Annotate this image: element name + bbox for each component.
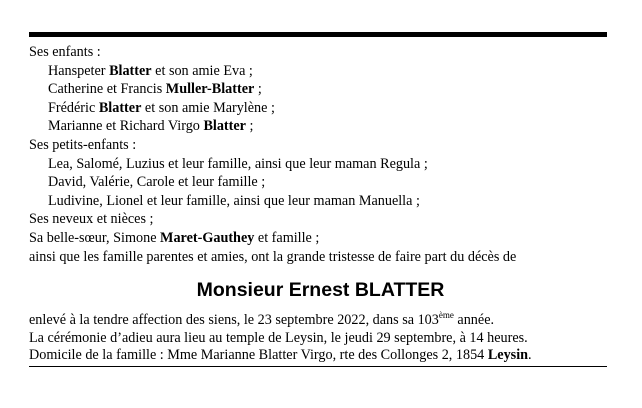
top-rule — [29, 32, 607, 37]
child-surname: Blatter — [109, 62, 152, 79]
grandchild-line: Ludivine, Lionel et leur famille, ainsi que leur maman Manuella ; — [48, 192, 420, 209]
intro-line: ainsi que les famille parentes et amies, ont la grande tristesse de faire part du décès de — [29, 248, 517, 265]
ordinal-suffix: ème — [438, 310, 454, 321]
child-name: Catherine et Francis — [48, 81, 166, 98]
child-surname: Muller-Blatter — [165, 81, 255, 98]
child-suffix: ; — [245, 118, 254, 135]
grandchild-line: David, Valérie, Carole et leur famille ; — [48, 174, 266, 191]
death-notice — [29, 32, 607, 367]
child-line — [29, 99, 607, 118]
nephews-line: Ses neveux et nièces ; — [29, 211, 154, 228]
death-line-text: enlevé à la tendre affection des siens, le 23 septembre 2022, dans sa 103 — [29, 312, 439, 329]
child-suffix: et son amie Eva ; — [151, 62, 253, 79]
domicile-town: Leysin — [487, 347, 529, 364]
child-line — [29, 117, 607, 136]
grandchild-line: Lea, Salomé, Luzius et leur famille, ainsi que leur maman Regula ; — [48, 155, 428, 172]
child-line — [29, 62, 607, 81]
death-line-end: année. — [453, 312, 495, 329]
family-list — [29, 43, 607, 266]
sister-in-law-line — [29, 229, 607, 248]
deceased-name: Monsieur Ernest BLATTER — [196, 279, 445, 302]
closing-text — [29, 312, 607, 365]
child-surname: Blatter — [203, 118, 246, 135]
child-surname: Blatter — [98, 99, 142, 116]
sister-in-law-surname: Maret-Gauthey — [160, 229, 255, 246]
grandchildren-heading: Ses petits-enfants : — [29, 136, 137, 153]
domicile-line — [29, 347, 607, 365]
ceremony-line: La cérémonie d’adieu aura lieu au temple de Leysin, le jeudi 29 septembre, à 14 heures. — [29, 329, 528, 346]
child-name: Hanspeter — [48, 62, 110, 79]
child-suffix: ; — [254, 81, 262, 98]
death-line — [29, 312, 607, 330]
child-name: Frédéric — [48, 99, 99, 116]
child-name: Marianne et Richard Virgo — [48, 118, 204, 135]
child-line — [29, 80, 607, 99]
bottom-rule — [29, 366, 607, 368]
domicile-text: Domicile de la famille : Mme Marianne Blatter Virgo, rte des Collonges 2, 1854 — [29, 347, 488, 364]
child-suffix: et son amie Marylène ; — [141, 99, 275, 116]
children-heading: Ses enfants : — [29, 44, 101, 60]
sister-in-law-name: Sa belle-sœur, Simone — [29, 229, 161, 246]
domicile-end: . — [528, 347, 532, 364]
sister-in-law-suffix: et famille ; — [254, 229, 320, 246]
